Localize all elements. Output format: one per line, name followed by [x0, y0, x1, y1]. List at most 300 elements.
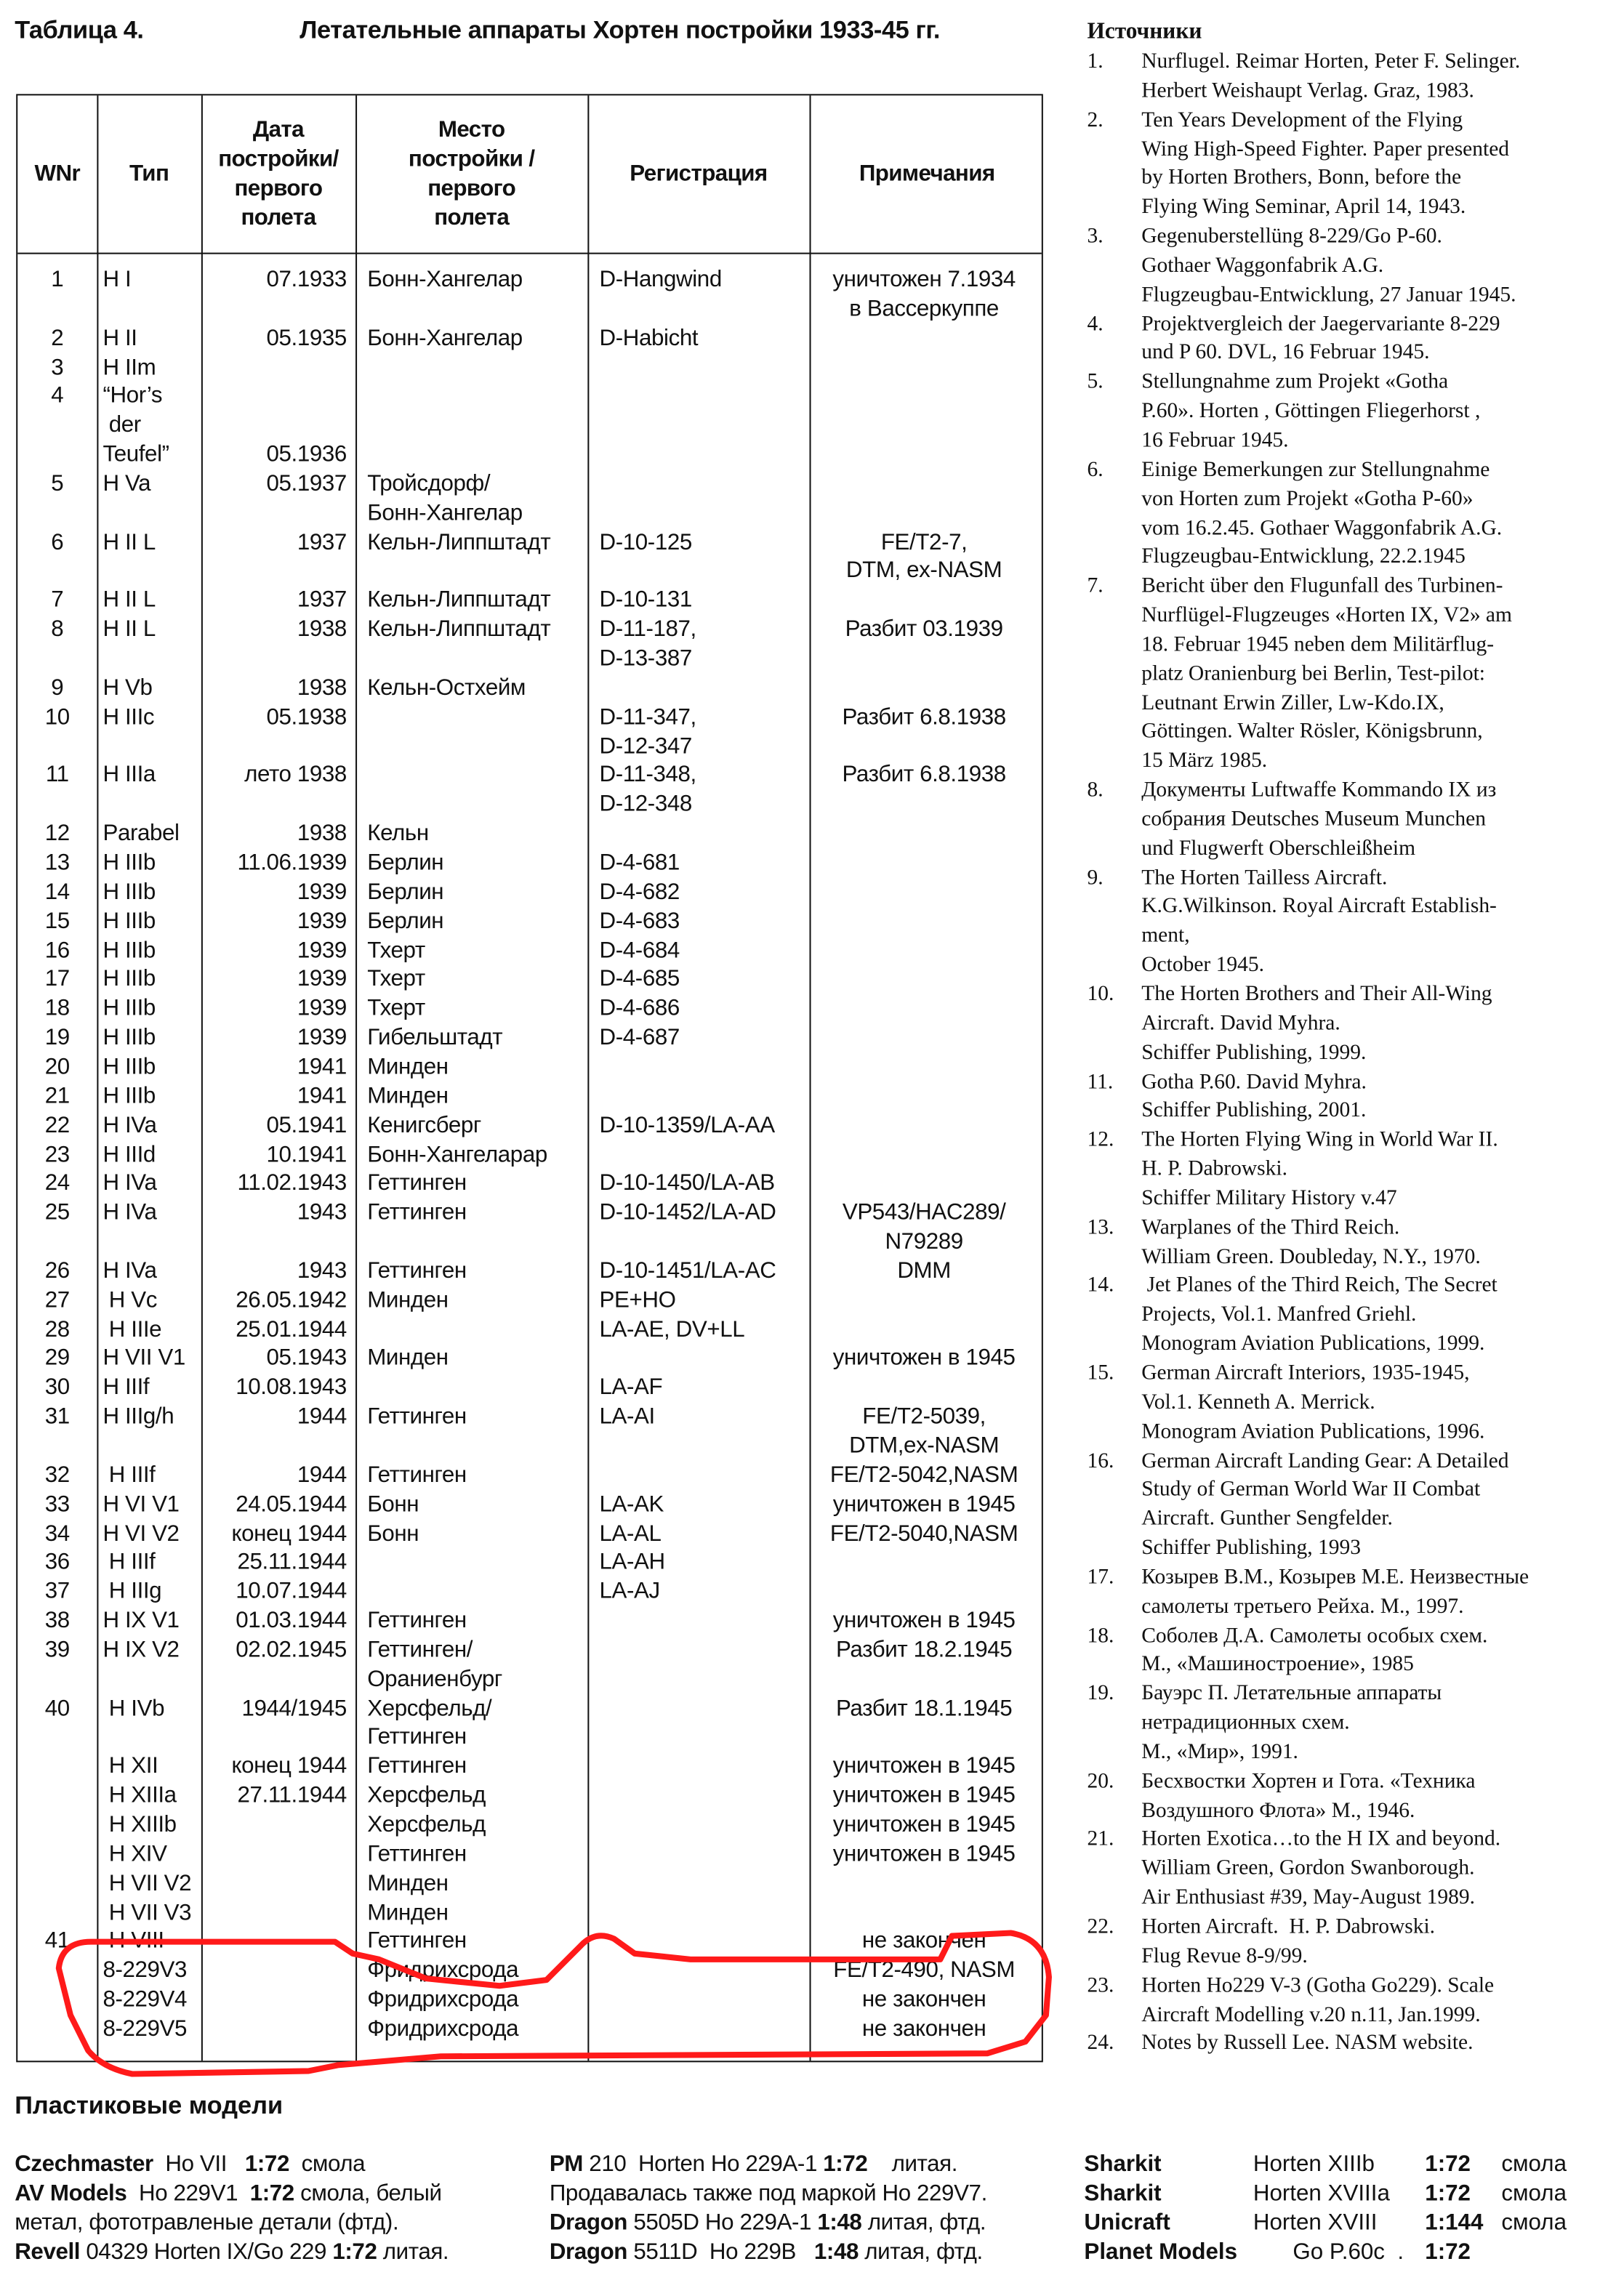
- cell-note: Разбит 03.1939: [845, 617, 1003, 643]
- source-number: 14.: [1087, 1274, 1114, 1298]
- cell-type: H I: [102, 267, 132, 293]
- cell-date: 02.02.1945: [236, 1638, 347, 1663]
- cell-date: 07.1933: [266, 267, 347, 293]
- cell-date: 01.03.1944: [236, 1608, 347, 1634]
- model-bold-text: Dragon: [549, 2239, 628, 2265]
- cell-type: H IIIb: [102, 879, 156, 905]
- cell-reg: D-11-348, D-12-348: [599, 762, 696, 818]
- cell-type: H IVa: [102, 1200, 157, 1225]
- cell-place: Фридрихсрода: [367, 1987, 519, 2013]
- source-number: 22.: [1087, 1915, 1114, 1939]
- cell-reg: D-4-684: [599, 938, 680, 963]
- cell-date: 1943: [297, 1258, 347, 1284]
- cell-date: 11.02.1943: [237, 1171, 347, 1196]
- cell-place: Геттинген: [367, 1258, 467, 1284]
- column-header-place: Место постройки / первого полета: [408, 116, 535, 230]
- source-text: Notes by Russell Lee. NASM website.: [1141, 2031, 1474, 2055]
- model-entry: [15, 2239, 449, 2268]
- model-bold-text: 1:48: [817, 2210, 862, 2236]
- cell-date: 05.1936: [266, 442, 347, 467]
- cell-wnr: 30: [44, 1375, 70, 1401]
- cell-date: 27.11.1944: [237, 1783, 347, 1809]
- column-header-reg: Регистрация: [630, 161, 768, 186]
- cell-type: H Vc: [102, 1287, 158, 1313]
- model-text: Ho 229V1: [126, 2181, 250, 2207]
- model-scale: 1:72: [1425, 2239, 1471, 2265]
- cell-place: Геттинген: [367, 1200, 467, 1225]
- cell-date: 1937: [297, 588, 347, 613]
- cell-wnr: 21: [44, 1084, 70, 1109]
- source-text: Gotha P.60. David Myhra. Schiffer Publishing, 2001.: [1141, 1070, 1367, 1123]
- cell-type: H IVb: [102, 1696, 165, 1721]
- cell-date: 10.08.1943: [236, 1375, 347, 1401]
- source-number: 9.: [1087, 866, 1104, 890]
- source-number: 2.: [1087, 108, 1104, 132]
- source-text: Warplanes of the Third Reich. William Green. Doubleday, N.Y., 1970.: [1141, 1215, 1481, 1269]
- cell-note: уничтожен 7.1934 в Вассеркуппе: [832, 267, 1016, 322]
- cell-reg: LA-AE, DV+LL: [599, 1316, 745, 1342]
- source-text: Nurflugel. Reimar Horten, Peter F. Selinger. Herbert Weishaupt Verlag. Graz, 1983.: [1141, 49, 1521, 103]
- cell-place: Бонн: [367, 1520, 419, 1547]
- model-brand: Unicraft: [1084, 2210, 1170, 2236]
- cell-place: Бонн-Хангелар: [367, 326, 523, 351]
- source-item: [1087, 1448, 1601, 1564]
- cell-place: Берлин: [367, 909, 444, 934]
- cell-wnr: 38: [44, 1608, 70, 1634]
- source-number: 7.: [1087, 574, 1104, 598]
- cell-type: H IVa: [102, 1171, 157, 1196]
- source-item: [1087, 981, 1601, 1068]
- cell-place: Минден: [367, 1287, 449, 1313]
- cell-type: H IX V2: [102, 1638, 180, 1663]
- source-number: 3.: [1087, 225, 1104, 249]
- model-brand: Sharkit: [1084, 2151, 1162, 2177]
- cell-place: Тройсдорф/ Бонн-Хангелар: [367, 471, 523, 526]
- column-header-wnr: WNr: [34, 161, 81, 186]
- cell-type: H IIIg/h: [102, 1404, 174, 1430]
- cell-type: H IIIb: [102, 1084, 156, 1109]
- cell-date: 24.05.1944: [236, 1491, 347, 1517]
- cell-reg: D-Hangwind: [599, 267, 722, 293]
- cell-note: Разбит 18.1.1945: [835, 1696, 1013, 1721]
- cell-reg: D-10-1359/LA-AA: [599, 1113, 775, 1138]
- cell-note: FE/T2-490, NASM: [833, 1958, 1016, 1983]
- cell-type: H XIIIb: [102, 1812, 177, 1838]
- source-item: [1087, 369, 1601, 456]
- cell-wnr: 25: [44, 1200, 70, 1225]
- model-text: смола: [289, 2151, 366, 2177]
- cell-date: лето 1938: [244, 762, 347, 789]
- cell-note: Разбит 6.8.1938: [842, 762, 1006, 789]
- cell-place: Тхерт: [367, 938, 425, 963]
- source-number: 17.: [1087, 1566, 1114, 1590]
- source-item: [1087, 1273, 1601, 1360]
- source-text: Бесхвостки Хортен и Гота. «Техника Воздушного Флота» М., 1946.: [1141, 1769, 1476, 1823]
- column-divider: [355, 95, 357, 2061]
- model-entry: [550, 2151, 957, 2180]
- cell-wnr: 17: [44, 967, 70, 992]
- cell-note: уничтожен в 1945: [832, 1754, 1016, 1780]
- cell-date: 05.1938: [266, 704, 347, 730]
- cell-type: H IVa: [102, 1258, 157, 1284]
- cell-type: H IIIb: [102, 850, 156, 876]
- cell-reg: LA-AJ: [599, 1579, 660, 1605]
- source-item: [1087, 1826, 1601, 1914]
- model-scale: 1:144: [1425, 2210, 1484, 2236]
- cell-date: 05.1937: [266, 471, 347, 496]
- model-text: 210 Horten Ho 229A-1: [583, 2151, 824, 2177]
- cell-type: H IIIa: [102, 762, 156, 789]
- cell-wnr: 4: [51, 384, 64, 409]
- source-text: Horten Aircraft. H. P. Dabrowski. Flug Revue 8-9/99.: [1141, 1915, 1436, 1968]
- cell-reg: D-4-686: [599, 996, 680, 1022]
- cell-type: H IIIc: [102, 704, 155, 730]
- cell-wnr: 31: [44, 1404, 70, 1430]
- cell-date: 1939: [297, 909, 347, 934]
- cell-note: FE/T2-5040,NASM: [829, 1520, 1018, 1547]
- cell-note: уничтожен в 1945: [832, 1346, 1016, 1371]
- model-text: 5505D Ho 229A-1: [627, 2210, 818, 2236]
- cell-wnr: 23: [44, 1142, 70, 1167]
- model-bold-text: PM: [549, 2151, 584, 2177]
- cell-note: не закончен: [861, 1987, 986, 2013]
- cell-type: H VII V3: [102, 1900, 192, 1925]
- cell-type: H IIIb: [102, 967, 156, 992]
- cell-place: Геттинген: [367, 1754, 467, 1780]
- source-text: Stellungnahme zum Projekt «Gotha P.60». Horten , Göttingen Fliegerhorst , 16 Februar 1945.: [1141, 370, 1481, 453]
- cell-wnr: 36: [44, 1550, 70, 1576]
- source-item: [1087, 1215, 1601, 1273]
- source-number: 8.: [1087, 778, 1104, 802]
- cell-date: 10.1941: [266, 1142, 347, 1167]
- cell-wnr: 8: [51, 617, 64, 643]
- source-item: [1087, 49, 1601, 107]
- cell-reg: LA-AL: [599, 1520, 662, 1547]
- cell-date: конец 1944: [231, 1520, 347, 1547]
- model-entry: [15, 2209, 398, 2238]
- cell-wnr: 40: [44, 1696, 70, 1721]
- source-item: [1087, 2031, 1601, 2060]
- column-divider: [97, 95, 98, 2061]
- source-item: [1087, 777, 1601, 864]
- source-number: 23.: [1087, 1973, 1114, 1997]
- source-text: The Horten Tailless Aircraft. K.G.Wilkinson. Royal Aircraft Establish- ment, October 1945.: [1141, 866, 1497, 978]
- cell-place: Бонн-Хангелар: [367, 267, 523, 293]
- source-number: 11.: [1087, 1070, 1114, 1094]
- source-number: 20.: [1087, 1769, 1114, 1794]
- cell-type: 8-229V4: [102, 1987, 188, 2013]
- model-entry: [550, 2180, 987, 2209]
- cell-type: Parabel: [102, 821, 180, 847]
- cell-date: 1941: [297, 1084, 347, 1109]
- cell-place: Минден: [367, 1054, 449, 1080]
- model-bold-text: 1:48: [813, 2239, 859, 2265]
- cell-type: H Va: [102, 471, 151, 496]
- model-material: смола: [1501, 2181, 1567, 2207]
- model-text: литая, фтд.: [858, 2239, 983, 2265]
- cell-type: H IIId: [102, 1142, 156, 1167]
- cell-date: 1944/1945: [241, 1696, 347, 1721]
- cell-place: Минден: [367, 1900, 449, 1925]
- model-brand: Planet Models: [1084, 2239, 1238, 2265]
- header-divider: [17, 253, 1042, 254]
- cell-reg: D-10-131: [599, 588, 692, 613]
- cell-wnr: 2: [51, 326, 64, 351]
- cell-type: H VI V2: [102, 1520, 180, 1547]
- cell-wnr: 3: [51, 355, 64, 380]
- model-text: метал, фототравленые детали (фтд).: [15, 2210, 399, 2236]
- cell-wnr: 7: [51, 588, 64, 613]
- cell-place: Бонн-Хангеларар: [367, 1142, 547, 1167]
- model-model: Horten XVIII: [1253, 2210, 1378, 2236]
- source-text: Документы Luftwaffe Kommando IX из собрания Deutsches Museum Munchen und Flugwerft Oberschleißheim: [1141, 778, 1497, 861]
- cell-wnr: 19: [44, 1025, 70, 1051]
- cell-date: 05.1941: [266, 1113, 347, 1138]
- cell-reg: LA-AK: [599, 1491, 664, 1517]
- cell-reg: D-4-687: [599, 1025, 680, 1051]
- cell-wnr: 18: [44, 996, 70, 1022]
- source-item: [1087, 865, 1601, 981]
- cell-type: 8-229V5: [102, 2016, 188, 2042]
- cell-place: Кельн-Липпштадт: [367, 529, 551, 555]
- model-text: смола, белый: [294, 2181, 442, 2207]
- model-bold-text: Czechmaster: [15, 2151, 153, 2177]
- cell-type: 8-229V3: [102, 1958, 188, 1983]
- source-number: 6.: [1087, 458, 1104, 482]
- cell-date: 1943: [297, 1200, 347, 1225]
- model-entry: [15, 2180, 441, 2209]
- cell-date: 25.11.1944: [237, 1550, 347, 1576]
- aircraft-table: [16, 94, 1043, 2062]
- column-header-date: Дата постройки/ первого полета: [218, 116, 339, 230]
- cell-place: Минден: [367, 1346, 449, 1371]
- source-text: Horten Ho229 V-3 (Gotha Go229). Scale Aircraft Modelling v.20 n.11, Jan.1999.: [1141, 1973, 1495, 2026]
- cell-date: 1938: [297, 675, 347, 701]
- source-item: [1087, 456, 1601, 573]
- cell-wnr: 26: [44, 1258, 70, 1284]
- model-bold-text: Dragon: [549, 2210, 628, 2236]
- model-entry: [550, 2209, 986, 2238]
- cell-note: уничтожен в 1945: [832, 1841, 1016, 1867]
- source-number: 16.: [1087, 1449, 1114, 1473]
- cell-wnr: 29: [44, 1346, 70, 1371]
- source-item: [1087, 1068, 1601, 1127]
- cell-place: Тхерт: [367, 967, 425, 992]
- cell-reg: LA-AI: [599, 1404, 655, 1430]
- cell-place: Минден: [367, 1084, 449, 1109]
- cell-reg: PE+HO: [599, 1287, 676, 1313]
- cell-reg: D-11-187, D-13-387: [599, 617, 696, 672]
- model-entry: [550, 2239, 983, 2268]
- source-text: Einige Bemerkungen zur Stellungnahme von Horten zum Projekt «Gotha P-60» vom 16.2.45. Gothaer Waggonfabrik A.G. Flugzeugbau-Entwicklung, 22.2.1945: [1141, 458, 1503, 569]
- cell-wnr: 12: [44, 821, 70, 847]
- cell-note: FE/T2-5042,NASM: [829, 1462, 1018, 1488]
- cell-type: H IIIf: [102, 1375, 150, 1401]
- cell-wnr: 15: [44, 909, 70, 934]
- sources-list: [1087, 49, 1601, 2060]
- cell-type: H IIIb: [102, 1025, 156, 1051]
- cell-type: H XII: [102, 1754, 158, 1780]
- cell-place: Бонн: [367, 1491, 419, 1517]
- source-item: [1087, 107, 1601, 223]
- cell-wnr: 16: [44, 938, 70, 963]
- cell-place: Геттинген: [367, 1929, 467, 1954]
- source-item: [1087, 573, 1601, 778]
- cell-type: H IIIf: [102, 1550, 156, 1576]
- model-bold-text: 1:72: [332, 2239, 377, 2265]
- cell-type: H VIII: [102, 1929, 164, 1954]
- cell-type: H VII V2: [102, 1871, 192, 1896]
- source-number: 19.: [1087, 1682, 1114, 1706]
- cell-wnr: 34: [44, 1520, 70, 1547]
- cell-date: 1941: [297, 1054, 347, 1080]
- cell-place: Херсфельд: [367, 1812, 486, 1838]
- cell-reg: D-10-1450/LA-AB: [599, 1171, 775, 1196]
- cell-note: FE/T2-7, DTM, ex-NASM: [845, 529, 1002, 584]
- cell-note: не закончен: [861, 2016, 986, 2042]
- cell-type: H IVa: [102, 1113, 157, 1138]
- cell-wnr: 13: [44, 850, 70, 876]
- cell-date: 1937: [297, 529, 347, 555]
- cell-date: 1939: [297, 879, 347, 905]
- source-item: [1087, 1360, 1601, 1447]
- cell-reg: LA-AF: [599, 1375, 663, 1401]
- cell-wnr: 6: [51, 529, 64, 555]
- source-text: The Horten Brothers and Their All-Wing Aircraft. David Myhra. Schiffer Publishing, 1999.: [1141, 982, 1492, 1065]
- source-item: [1087, 311, 1601, 369]
- cell-type: H IIIb: [102, 909, 156, 934]
- source-text: Bericht über den Flugunfall des Turbinen- Nurflügel-Flugzeuges «Horten IX, V2» am 18. Februar 1945 neben dem Militärflug- platz Oranienburg bei Berlin, Test-pilot: Leutnant Erwin Ziller, Lw-Kdo.IX, Göttingen. Walter Rösler, Königsbrunn, 15 März 1985.: [1141, 574, 1512, 773]
- cell-place: Кенигсберг: [367, 1113, 481, 1138]
- cell-reg: LA-AH: [599, 1550, 665, 1576]
- cell-place: Берлин: [367, 879, 444, 905]
- cell-place: Геттинген/ Ораниенбург: [367, 1638, 502, 1692]
- source-number: 21.: [1087, 1827, 1114, 1852]
- cell-place: Херсфельд/ Геттинген: [367, 1696, 492, 1750]
- model-text: литая.: [377, 2239, 449, 2265]
- cell-place: Гибельштадт: [367, 1025, 503, 1051]
- model-brand: Sharkit: [1084, 2181, 1162, 2207]
- source-number: 13.: [1087, 1215, 1114, 1240]
- model-model: Go P.60c .: [1293, 2239, 1404, 2265]
- cell-place: Кельн: [367, 821, 429, 847]
- cell-place: Кельн-Липпштадт: [367, 617, 551, 643]
- model-scale: 1:72: [1425, 2151, 1471, 2177]
- source-item: [1087, 1914, 1601, 1972]
- model-text: Продавалась также под маркой Ho 229V7.: [549, 2181, 987, 2207]
- cell-place: Геттинген: [367, 1171, 467, 1196]
- cell-note: FE/T2-5039, DTM,ex-NASM: [849, 1404, 1000, 1459]
- source-item: [1087, 1127, 1601, 1214]
- cell-place: Минден: [367, 1871, 449, 1896]
- cell-place: Берлин: [367, 850, 444, 876]
- cell-place: Тхерт: [367, 996, 425, 1022]
- model-bold-text: 1:72: [244, 2151, 289, 2177]
- source-number: 10.: [1087, 982, 1114, 1007]
- cell-date: 11.06.1939: [237, 850, 347, 876]
- cell-reg: D-4-683: [599, 909, 680, 934]
- cell-type: H II: [102, 326, 137, 351]
- cell-place: Кельн-Липпштадт: [367, 588, 551, 613]
- model-entry: [15, 2151, 365, 2180]
- cell-reg: D-4-681: [599, 850, 680, 876]
- cell-place: Геттинген: [367, 1462, 467, 1488]
- source-item: [1087, 1972, 1601, 2030]
- source-text: Horten Exotica…to the H IX and beyond. William Green, Gordon Swanborough. Air Enthusiast #39, May-August 1989.: [1141, 1827, 1501, 1910]
- cell-date: 26.05.1942: [236, 1287, 347, 1313]
- cell-wnr: 14: [44, 879, 70, 905]
- source-number: 12.: [1087, 1128, 1114, 1152]
- source-number: 4.: [1087, 312, 1104, 336]
- model-text: 04329 Horten IX/Go 229: [80, 2239, 333, 2265]
- cell-place: Фридрихсрода: [367, 2016, 519, 2042]
- cell-date: 1939: [297, 967, 347, 992]
- source-text: Бауэрс П. Летательные аппараты нетрадиционных схем. М., «Мир», 1991.: [1141, 1682, 1442, 1764]
- cell-place: Геттинген: [367, 1608, 467, 1634]
- source-text: German Aircraft Interiors, 1935-1945, Vol.1. Kenneth A. Merrick. Monogram Aviation Publications, 1996.: [1141, 1361, 1485, 1443]
- cell-type: H XIV: [102, 1841, 167, 1867]
- cell-date: 1944: [297, 1404, 347, 1430]
- model-bold-text: 1:72: [823, 2151, 868, 2177]
- source-text: Gegenuberstellüng 8-229/Go P-60. Gothaer Waggonfabrik A.G. Flugzeugbau-Entwicklung, 27 Januar 1945.: [1141, 225, 1516, 307]
- table-label: Таблица 4.: [15, 16, 144, 44]
- cell-date: 1939: [297, 938, 347, 963]
- cell-date: конец 1944: [231, 1754, 347, 1780]
- source-text: Jet Planes of the Third Reich, The Secret Projects, Vol.1. Manfred Griehl. Monogram Aviation Publications, 1999.: [1141, 1274, 1498, 1356]
- cell-type: H Vb: [102, 675, 153, 701]
- cell-wnr: 9: [51, 675, 64, 701]
- model-material: смола: [1501, 2210, 1567, 2236]
- cell-reg: D-10-125: [599, 529, 692, 555]
- cell-type: H II L: [102, 617, 156, 643]
- cell-note: не закончен: [861, 1929, 986, 1954]
- source-item: [1087, 1622, 1601, 1680]
- cell-date: 05.1935: [266, 326, 347, 351]
- cell-note: уничтожен в 1945: [832, 1812, 1016, 1838]
- cell-type: H IX V1: [102, 1608, 180, 1634]
- source-item: [1087, 1768, 1601, 1826]
- cell-reg: D-10-1452/LA-AD: [599, 1200, 776, 1225]
- cell-place: Кельн-Остхейм: [367, 675, 526, 701]
- cell-place: Херсфельд: [367, 1783, 486, 1809]
- cell-type: H IIIb: [102, 1054, 156, 1080]
- cell-type: H IIIb: [102, 996, 156, 1022]
- source-item: [1087, 1680, 1601, 1768]
- column-divider: [587, 95, 589, 2061]
- source-item: [1087, 223, 1601, 310]
- cell-note: уничтожен в 1945: [832, 1608, 1016, 1634]
- cell-wnr: 1: [51, 267, 64, 293]
- column-header-type: Тип: [129, 161, 169, 186]
- cell-wnr: 20: [44, 1054, 70, 1080]
- cell-note: Разбит 6.8.1938: [842, 704, 1006, 730]
- cell-wnr: 39: [44, 1638, 70, 1663]
- source-text: Ten Years Development of the Flying Wing High-Speed Fighter. Paper presented by Horten Brothers, Bonn, before the Flying Wing Seminar, April 14, 1943.: [1141, 108, 1510, 219]
- cell-reg: D-Habicht: [599, 326, 699, 351]
- cell-wnr: 33: [44, 1491, 70, 1517]
- cell-type: H XIIIa: [102, 1783, 177, 1809]
- sources-section: [1087, 16, 1601, 2060]
- cell-date: 05.1943: [266, 1346, 347, 1371]
- model-model: Horten XIIIb: [1253, 2151, 1375, 2177]
- cell-wnr: 22: [44, 1113, 70, 1138]
- model-bold-text: AV Models: [15, 2181, 127, 2207]
- cell-wnr: 10: [44, 704, 70, 730]
- cell-type: H IIIg: [102, 1579, 162, 1605]
- cell-wnr: 24: [44, 1171, 70, 1196]
- source-text: Козырев В.М., Козырев М.Е. Неизвестные самолеты третьего Рейха. М., 1997.: [1141, 1566, 1529, 1619]
- cell-note: уничтожен в 1945: [832, 1491, 1016, 1517]
